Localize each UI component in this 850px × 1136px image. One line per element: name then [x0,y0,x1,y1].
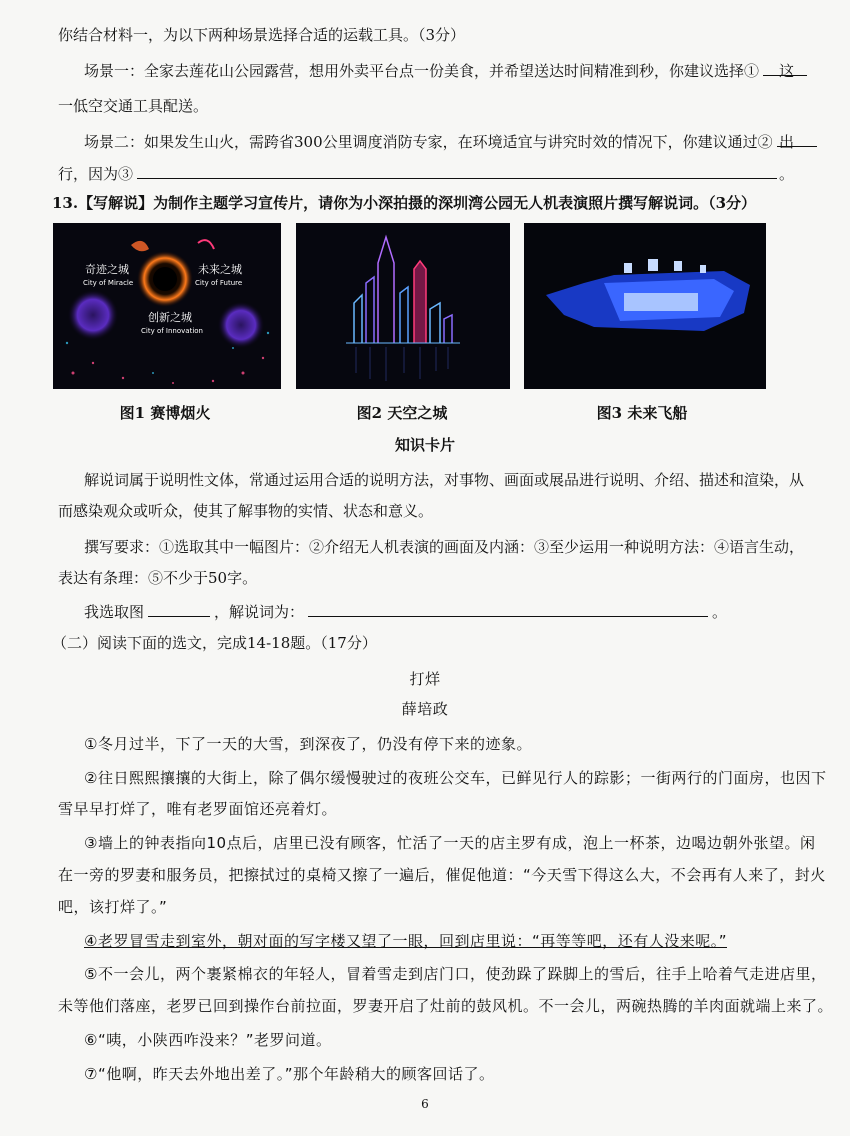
photo1-label-1: 奇迹之城 [85,263,129,276]
paragraph-2a: ②往日熙熙攘攘的大街上，除了偶尔缓慢驶过的夜班公交车，已鲜见行人的踪影；一街两行的门面房，也因下 [84,769,827,787]
caption-figure-2: 图2 天空之城 [356,404,448,422]
paragraph-1: ①冬月过半，下了一天的大雪，到深夜了，仍没有停下来的迹象。 [84,735,532,753]
answer-period: 。 [712,603,728,621]
paragraph-2b: 雪早早打烊了，唯有老罗面馆还亮着灯。 [58,800,338,818]
card-paragraph-1a: 解说词属于说明性文体，常通过运用合适的说明方法，对事物、画面或展品进行说明、介绍、描述和渲染，从 [84,471,805,489]
paragraph-3c: 吧，该打烊了。” [58,898,168,916]
answer-choose-label: 我选取图 [84,603,145,621]
section-2-heading: （二）阅读下面的选文，完成14-18题。（17分） [52,634,377,652]
scene1-text: 场景一：全家去莲花山公园露营，想用外卖平台点一份美食，并希望送达时间精准到秒，你建议选择① [84,62,760,80]
q12-scene2-line2 [58,163,794,185]
paragraph-3b: 在一旁的罗妻和服务员，把擦拭过的桌椅又擦了一遍后，催促他道：“今天雪下得这么大，不会再有人来了，封火 [58,866,826,884]
scene2-reason-label: 行，因为③ [58,165,134,183]
q12-scene1-line2: 一低空交通工具配送。 [58,97,209,115]
photo1-label-3: 未来之城 [198,263,242,276]
answer-blank-3[interactable] [137,164,777,179]
writing-requirements-a: 撰写要求：①选取其中一幅图片：②介绍无人机表演的画面及内涵：③至少运用一种说明方法：④语言生动， [84,538,805,556]
knowledge-card-title: 知识卡片 [394,436,455,454]
photo-2-image [296,223,510,389]
paragraph-5b: 未等他们落座，老罗已回到操作台前拉面，罗妻开启了灶前的鼓风机。不一会儿，两碗热腾的羊肉面就端上来了。 [58,997,834,1015]
writing-requirements-b: 表达有条理：⑤不少于50字。 [58,569,258,587]
scene2-text: 场景二：如果发生山火，需跨省300公里调度消防专家，在环境适宜与讲究时效的情况下，你建议通过② [84,133,773,151]
paragraph-3a: ③墙上的钟表指向10点后，店里已没有顾客，忙活了一天的店主罗有成，泡上一杯茶，边喝边朝外张望。闲 [84,834,816,852]
paragraph-4: ④老罗冒雪走到室外，朝对面的写字楼又望了一眼，回到店里说：“再等等吧，还有人没来呢。” [84,932,727,950]
photo1-label-4: City of Future [195,279,243,287]
paragraph-5a: ⑤不一会儿，两个裹紧棉衣的年轻人，冒着雪走到店门口，使劲跺了跺脚上的雪后，往手上哈着气走进店里， [84,965,827,983]
photo-sky-city[interactable] [296,223,510,389]
photo1-label-6: City of Innovation [141,327,203,335]
photo-1-image [53,223,281,389]
story-author: 薛培政 [401,700,449,718]
q12-scene2-line1 [84,131,794,153]
caption-figure-3: 图3 未来飞船 [596,404,688,422]
caption-figure-1: 图1 赛博烟火 [119,404,211,422]
q13-answer-line [84,601,794,623]
photo1-label-2: City of Miracle [83,279,134,287]
story-title: 打烊 [409,670,441,688]
q13-title: 13.【写解说】为制作主题学习宣传片，请你为小深拍摄的深圳湾公园无人机表演照片撰写解说词。（3分） [52,194,757,212]
q12-intro: 你结合材料一，为以下两种场景选择合适的运载工具。（3分） [58,26,466,44]
photo1-label-5: 创新之城 [148,311,192,324]
photo-cyber-fireworks[interactable] [53,223,281,389]
page-number: 6 [421,1097,429,1111]
paragraph-7: ⑦“他啊，昨天去外地出差了。”那个年龄稍大的顾客回话了。 [84,1065,495,1083]
card-paragraph-1b: 而感染观众或听众，使其了解事物的实情、状态和意义。 [58,502,434,520]
answer-commentary-label: ，解说词为： [214,603,305,621]
photo-3-image [524,223,766,389]
q12-scene1-line1 [84,60,794,82]
scene2-tail: 出 [778,133,794,151]
paragraph-6: ⑥“咦，小陕西咋没来？”老罗问道。 [84,1031,332,1049]
answer-figure-blank[interactable] [148,602,210,617]
answer-commentary-blank[interactable] [308,602,708,617]
scene1-tail: 这 [778,62,794,80]
scene2-period: 。 [778,165,794,183]
photo-future-ship[interactable] [524,223,766,389]
